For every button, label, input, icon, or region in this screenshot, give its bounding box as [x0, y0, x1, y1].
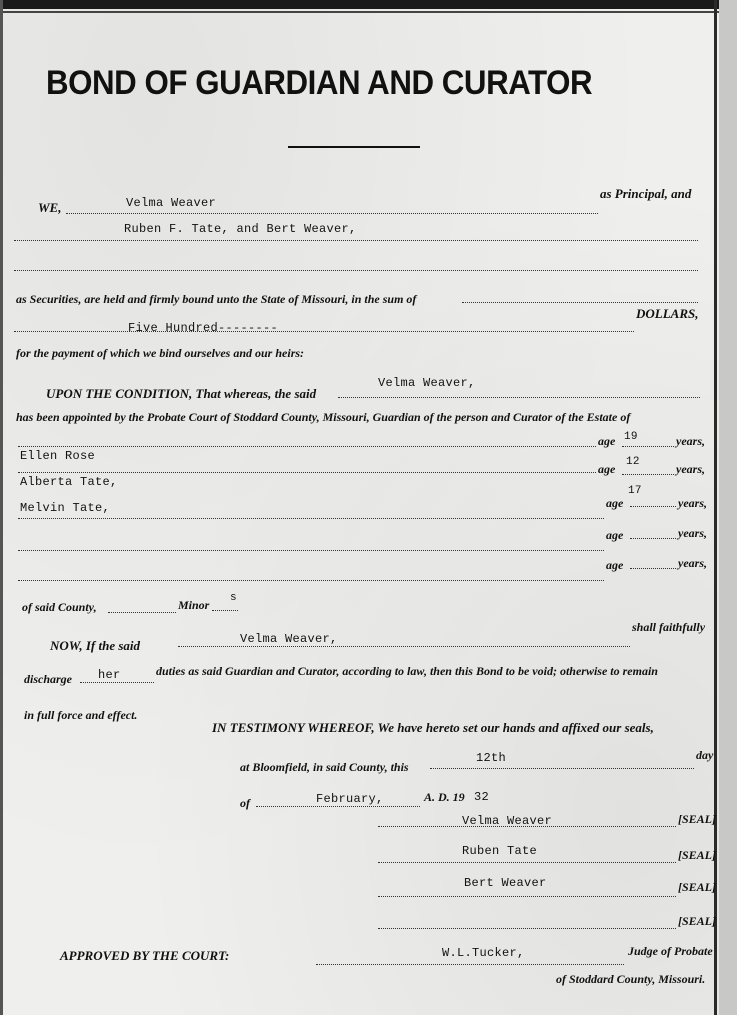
- sum-amount: Five Hundred--------: [128, 321, 279, 335]
- testimony-text: IN TESTIMONY WHEREOF, We have hereto set our hands and affixed our seals,: [212, 720, 654, 735]
- signature-line-3: [378, 896, 676, 897]
- age-label-5: age: [606, 558, 624, 572]
- signer-2: Ruben Tate: [462, 844, 538, 858]
- minor-line-4: [18, 550, 604, 551]
- minor-name-2: Alberta Tate,: [20, 475, 118, 489]
- years-label-3: years,: [678, 496, 707, 510]
- month-line: [256, 806, 420, 807]
- of-label: of: [240, 796, 250, 810]
- minor-label: Minor: [178, 598, 210, 612]
- at-bloomfield: at Bloomfield, in said County, this: [240, 760, 409, 774]
- condition-text: UPON THE CONDITION, That whereas, the said: [46, 386, 317, 401]
- sum-line: [14, 331, 634, 332]
- in-full-force: in full force and effect.: [24, 708, 138, 722]
- pronoun-line: [80, 682, 154, 683]
- age-line-3: [630, 506, 676, 507]
- years-label-4: years,: [678, 526, 707, 540]
- ad-label: A. D. 19: [424, 790, 465, 804]
- minor-suffix: s: [230, 592, 237, 604]
- age-line-1: [622, 446, 674, 447]
- judge-name: W.L.Tucker,: [442, 946, 525, 960]
- pronoun-value: her: [98, 668, 121, 682]
- signer-3: Bert Weaver: [464, 876, 547, 890]
- securities-text: as Securities, are held and firmly bound unto the State of Missouri, in the sum of: [16, 292, 417, 306]
- scan-margin-right: [719, 0, 737, 1015]
- seal-label-4: [SEAL]: [678, 914, 717, 928]
- principal-name: Velma Weaver: [126, 196, 217, 210]
- age-line-5: [630, 568, 676, 569]
- scan-edge-top-line: [0, 11, 737, 13]
- minor-name-1: Ellen Rose: [20, 449, 96, 463]
- securities-names: Ruben F. Tate, and Bert Weaver,: [124, 222, 357, 236]
- securities-line: [14, 240, 698, 241]
- minor-age-1: 19: [624, 431, 638, 443]
- minor-line-1: [18, 446, 596, 447]
- minor-age-3: 17: [628, 485, 642, 497]
- now-line: [178, 646, 630, 647]
- faithfully-text: shall faithfully: [632, 620, 706, 634]
- payment-text: for the payment of which we bind ourselves and our heirs:: [16, 346, 305, 360]
- seal-label-3: [SEAL]: [678, 880, 717, 894]
- now-text: NOW, If the said: [50, 638, 141, 653]
- scan-edge-left: [0, 0, 3, 1015]
- seal-label-1: [SEAL]: [678, 812, 717, 826]
- minor-line-2: [18, 472, 596, 473]
- years-label-5: years,: [678, 556, 707, 570]
- age-label-1: age: [598, 434, 616, 448]
- title-rule: [288, 146, 420, 148]
- document-title: BOND OF GUARDIAN AND CURATOR: [46, 64, 593, 102]
- sum-line-a: [462, 302, 698, 303]
- minor-line-3: [18, 518, 604, 519]
- age-line-2: [622, 474, 674, 475]
- of-said-county: of said County,: [22, 600, 97, 614]
- minor-line-5: [18, 580, 604, 581]
- dollars-label: DOLLARS,: [636, 306, 699, 321]
- principal-line: [66, 213, 598, 214]
- county-text: of Stoddard County, Missouri.: [556, 972, 706, 986]
- years-label-2: years,: [676, 462, 705, 476]
- appointed-text: has been appointed by the Probate Court of Stoddard County, Missouri, Guardian of the person and Curator of the Estate of: [16, 410, 631, 424]
- judge-title: Judge of Probate: [628, 944, 713, 958]
- we-label: WE,: [38, 200, 62, 215]
- judge-line: [316, 964, 624, 965]
- county-line: [108, 612, 176, 613]
- age-line-4: [630, 538, 676, 539]
- signer-1: Velma Weaver: [462, 814, 553, 828]
- approved-text: APPROVED BY THE COURT:: [60, 948, 230, 963]
- years-label-1: years,: [676, 434, 705, 448]
- minor-suffix-line: [212, 610, 238, 611]
- age-label-2: age: [598, 462, 616, 476]
- said-person-line: [338, 397, 700, 398]
- minor-name-3: Melvin Tate,: [20, 501, 111, 515]
- signature-line-2: [378, 862, 676, 863]
- signature-line-4: [378, 928, 676, 929]
- minor-age-2: 12: [626, 456, 640, 468]
- day-label: day: [696, 748, 714, 762]
- month-value: February,: [316, 792, 384, 806]
- age-label-4: age: [606, 528, 624, 542]
- blank-line-1: [14, 270, 698, 271]
- year-value: 32: [474, 790, 490, 804]
- now-said-name: Velma Weaver,: [240, 632, 338, 646]
- said-person-name: Velma Weaver,: [378, 376, 476, 390]
- as-principal-label: as Principal, and: [600, 186, 692, 201]
- discharge-label: discharge: [24, 672, 72, 686]
- day-value: 12th: [476, 751, 507, 765]
- day-line: [430, 768, 694, 769]
- duties-text: duties as said Guardian and Curator, according to law, then this Bond to be void; otherwise to remain: [156, 664, 658, 678]
- seal-label-2: [SEAL]: [678, 848, 717, 862]
- age-label-3: age: [606, 496, 624, 510]
- scan-edge-top: [0, 0, 737, 9]
